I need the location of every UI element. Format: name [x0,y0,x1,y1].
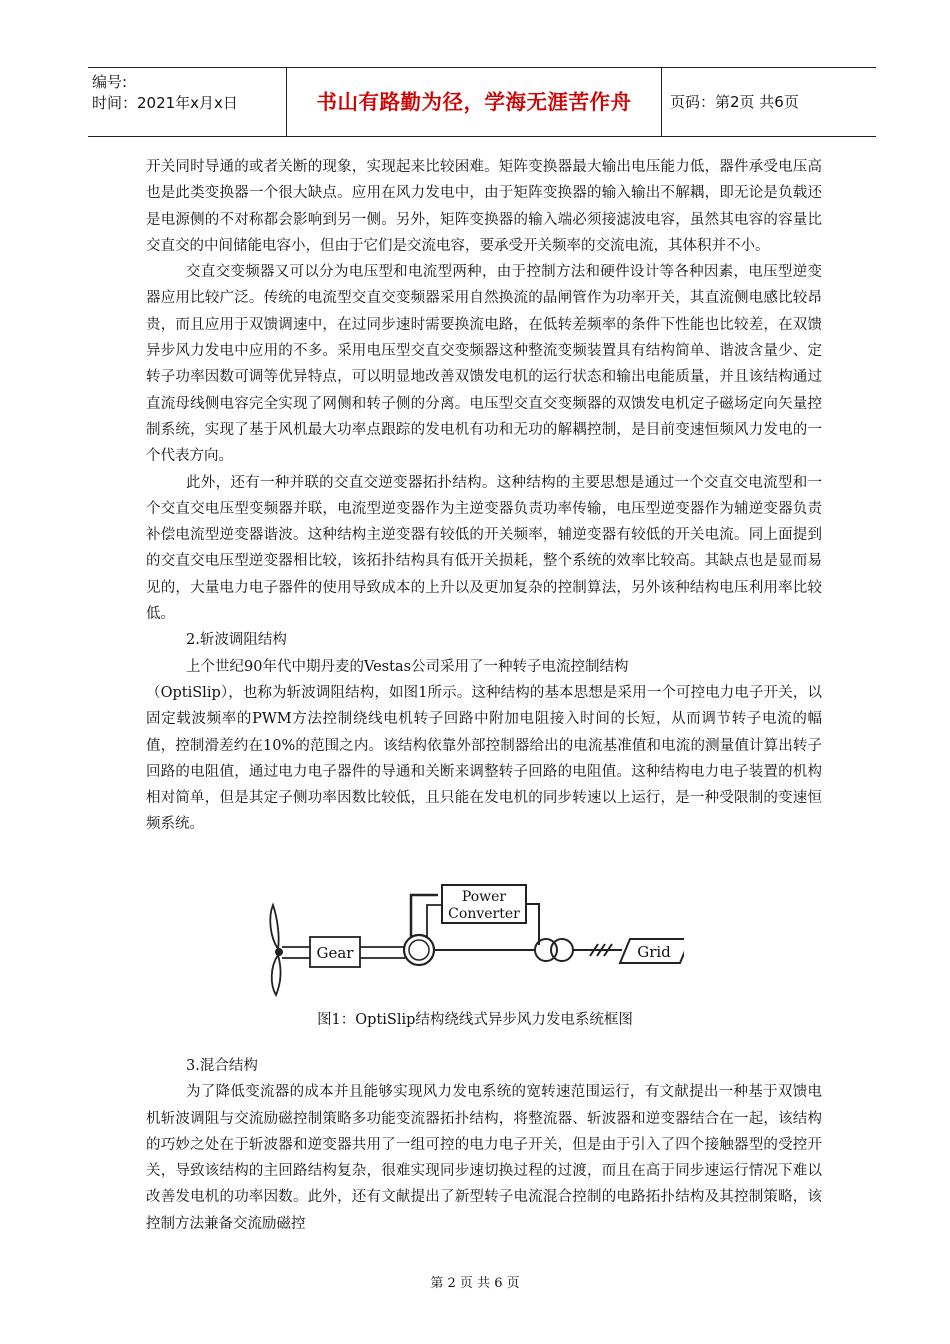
body-text [146,154,822,838]
gear-label: Gear [316,944,354,962]
three-phase-line-icon [590,944,612,956]
transformer-icon [535,939,573,961]
paragraph-4: （OptiSlip），也称为斩波调阻结构，如图1所示。这种结构的基本思想是采用一个可控电力电子开关，以固定载波频率的PWM方法控制绕线电机转子回路中附加电阻接入时间的长短，从而调节转子电流的幅值，控制滑差约在10%的范围之内。该结构依靠外部控制器给出的电流基准值和电流的测量值计算出转子回路的电阻值，通过电力电子器件的导通和关断来调整转子回路的电阻值。这种结构电力电子装置的机构相对简单，但是其定子侧功率因数比较低，且只能在发电机的同步转速以上运行，是一种受限制的变速恒频系统。 [146,684,822,833]
figure-1 [264,877,684,997]
page-header [88,67,876,137]
paragraph-3: 此外，还有一种并联的交直交逆变器拓扑结构。这种结构的主要思想是通过一个交直交电流型和一个交直交电压型变频器并联，电流型逆变器作为主逆变器负责功率传输，电压型逆变器作为辅逆变器负责补偿电流型逆变器谐波。这种结构主逆变器有较低的开关频率，辅逆变器有较低的开关电流。同上面提到的交直交电压型逆变器相比较，该拓扑结构具有低开关损耗，整个系统的效率比较高。其缺点也是显而易见的，大量电力电子器件的使用导致成本的上升以及更加复杂的控制算法，另外该种结构电压利用率比较低。 [146,474,822,623]
time-label: 时间：2021年x月x日 [92,94,238,112]
paragraph-5: 为了降低变流器的成本并且能够实现风力发电系统的宽转速范围运行，有文献提出一种基于双馈电机斩波调阻与交流励磁控制策略多功能变流器拓扑结构，将整流器、斩波器和逆变器结合在一起，该结构的巧妙之处在于斩波器和逆变器共用了一组可控的电力电子开关，但是由于引入了四个接触器型的受控开关，导致该结构的主回路结构复杂，很难实现同步速切换过程的过渡，而且在高于同步速运行情况下难以改善发电机的功率因数。此外，还有文献提出了新型转子电流混合控制的电路拓扑结构及其控制策略，该控制方法兼备交流励磁控 [146,1084,822,1232]
paragraph-2: 交直交变频器又可以分为电压型和电流型两种，由于控制方法和硬件设计等各种因素，电压型逆变器应用比较广泛。传统的电流型交直交变频器采用自然换流的晶闸管作为功率开关，其直流侧电感比较昂贵，而且应用于双馈调速中，在过同步速时需要换流电路，在低转差频率的条件下性能也比较差，在双馈异步风力发电中应用的不多。采用电压型交直交变频器这种整流变频装置具有结构简单、谐波含量少、定转子功率因数可调等优异特点，可以明显地改善双馈发电机的运行状态和输出电能质量，并且该结构通过直流母线侧电容完全实现了网侧和转子侧的分离。电压型交直交变频器的双馈发电机定子磁场定向矢量控制系统，实现了基于风机最大功率点跟踪的发电机有功和无功的解耦控制，是目前变速恒频风力发电的一个代表方向。 [146,264,822,465]
grid-label: Grid [637,943,671,961]
header-left [92,72,238,114]
power-converter-label-1: Power [461,889,507,905]
page-footer: 第 2 页 共 6 页 [430,1276,520,1291]
power-converter-label-2: Converter [448,906,520,922]
figure-caption: 图1：OptiSlip结构绕线式异步风力发电系统框图 [317,1012,633,1028]
section-heading-2: 2.斩波调阻结构 [186,632,287,649]
number-label: 编号: [92,73,128,91]
header-motto: 书山有路勤为径，学海无涯苦作舟 [286,68,662,136]
section-3 [146,1053,822,1237]
optislip-diagram [264,877,684,997]
turbine-blades-icon [270,905,283,995]
header-page-info: 页码：第2页 共6页 [670,93,799,111]
paragraph-1: 开关同时导通的或者关断的现象，实现起来比较困难。矩阵变换器最大输出电压能力低，器件承受电压高也是此类变换器一个很大缺点。应用在风力发电中，由于矩阵变换器的输入输出不解耦，即无论是负载还是电源侧的不对称都会影响到另一侧。另外，矩阵变换器的输入端必须接滤波电容，虽然其电容的容量比交直交的中间储能电容小，但由于它们是交流电容，要承受开关频率的交流电流，其体积并不小。 [146,159,822,254]
paragraph-4-first-line: 上个世纪90年代中期丹麦的Vestas公司采用了一种转子电流控制结构 [186,658,629,675]
section-heading-3: 3.混合结构 [186,1058,258,1074]
